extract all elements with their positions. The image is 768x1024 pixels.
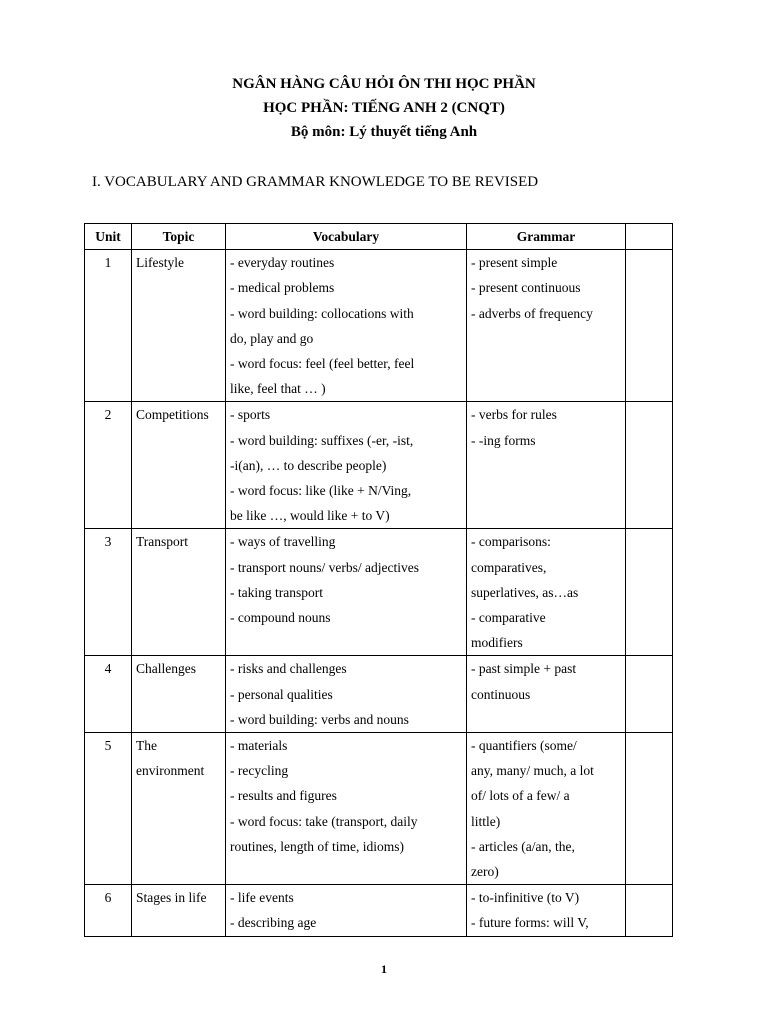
blank-cell (626, 885, 673, 936)
vocabulary-item: - everyday routines (230, 255, 335, 271)
document-header (0, 72, 768, 144)
section-title: I. VOCABULARY AND GRAMMAR KNOWLEDGE TO BE REVISED (92, 174, 539, 190)
unit-cell: 5 (85, 733, 132, 885)
vocabulary-item: do, play and go (230, 330, 314, 346)
table-header-row (85, 224, 673, 250)
grammar-item: - adverbs of frequency (471, 305, 593, 321)
unit-cell: 6 (85, 885, 132, 936)
column-header-vocabulary: Vocabulary (226, 224, 467, 250)
page-number: 1 (381, 962, 387, 976)
vocabulary-item: - taking transport (230, 584, 323, 600)
grammar-cell (467, 733, 626, 885)
grammar-cell (467, 250, 626, 402)
blank-cell (626, 250, 673, 402)
grammar-item: - articles (a/an, the, (471, 838, 575, 854)
table-row (85, 402, 673, 529)
header-title: NGÂN HÀNG CÂU HỎI ÔN THI HỌC PHẦN (232, 76, 536, 92)
header-department: Bộ môn: Lý thuyết tiếng Anh (290, 124, 478, 140)
vocabulary-item: - transport nouns/ verbs/ adjectives (230, 559, 419, 575)
grammar-item: superlatives, as…as (471, 584, 579, 600)
grammar-item: - comparative (471, 610, 546, 626)
vocabulary-item: - risks and challenges (230, 661, 347, 677)
topic-cell: The environment (132, 733, 226, 885)
vocabulary-item: - recycling (230, 763, 289, 779)
vocabulary-item: -i(an), … to describe people) (230, 457, 387, 473)
vocabulary-cell (226, 733, 467, 885)
grammar-cell (467, 656, 626, 733)
grammar-item: - future forms: will V, (471, 915, 589, 931)
grammar-cell (467, 402, 626, 529)
vocabulary-item: like, feel that … ) (230, 381, 326, 397)
vocabulary-cell (226, 250, 467, 402)
grammar-item: of/ lots of a few/ a (471, 788, 570, 804)
column-header-unit: Unit (85, 224, 132, 250)
vocabulary-cell (226, 402, 467, 529)
grammar-item: - -ing forms (471, 432, 536, 448)
topic-cell: Transport (132, 529, 226, 656)
column-header-topic: Topic (132, 224, 226, 250)
grammar-item: any, many/ much, a lot (471, 763, 594, 779)
vocabulary-item: - word focus: like (like + N/Ving, (230, 483, 412, 499)
vocabulary-item: - ways of travelling (230, 534, 336, 550)
vocabulary-item: - word focus: feel (feel better, feel (230, 356, 415, 372)
topic-cell: Lifestyle (132, 250, 226, 402)
grammar-item: - past simple + past (471, 661, 577, 677)
blank-cell (626, 402, 673, 529)
vocabulary-item: - personal qualities (230, 686, 333, 702)
grammar-item: - to-infinitive (to V) (471, 890, 580, 906)
vocabulary-item: - word building: suffixes (-er, -ist, (230, 432, 414, 448)
vocabulary-item: - sports (230, 407, 271, 423)
topic-cell: Challenges (132, 656, 226, 733)
grammar-item: - comparisons: (471, 534, 551, 550)
topic-cell: Stages in life (132, 885, 226, 936)
grammar-item: continuous (471, 686, 531, 702)
blank-cell (626, 733, 673, 885)
grammar-item: - present continuous (471, 280, 581, 296)
vocabulary-item: - word focus: take (transport, daily (230, 813, 418, 829)
vocabulary-cell (226, 885, 467, 936)
blank-cell (626, 656, 673, 733)
vocabulary-item: - life events (230, 890, 294, 906)
vocabulary-item: - word building: verbs and nouns (230, 711, 409, 727)
vocabulary-item: - medical problems (230, 280, 335, 296)
table-row (85, 885, 673, 936)
vocabulary-cell (226, 656, 467, 733)
column-header-grammar: Grammar (467, 224, 626, 250)
grammar-item: - present simple (471, 255, 558, 271)
header-course: HỌC PHẦN: TIẾNG ANH 2 (CNQT) (263, 100, 505, 116)
unit-cell: 2 (85, 402, 132, 529)
vocabulary-item: - describing age (230, 915, 317, 931)
grammar-cell (467, 529, 626, 656)
topic-cell: Competitions (132, 402, 226, 529)
unit-cell: 4 (85, 656, 132, 733)
table-row (85, 656, 673, 733)
vocabulary-cell (226, 529, 467, 656)
table-row (85, 733, 673, 885)
vocabulary-item: be like …, would like + to V) (230, 508, 390, 524)
table-row (85, 250, 673, 402)
grammar-item: zero) (471, 864, 499, 880)
unit-cell: 1 (85, 250, 132, 402)
grammar-item: little) (471, 813, 501, 829)
vocabulary-grammar-table (84, 223, 673, 937)
vocabulary-item: - word building: collocations with (230, 305, 414, 321)
grammar-cell (467, 885, 626, 936)
vocabulary-item: - results and figures (230, 788, 337, 804)
unit-cell: 3 (85, 529, 132, 656)
blank-cell (626, 529, 673, 656)
grammar-item: - verbs for rules (471, 407, 557, 423)
grammar-item: modifiers (471, 635, 523, 651)
vocabulary-item: routines, length of time, idioms) (230, 838, 404, 854)
table-row (85, 529, 673, 656)
vocabulary-item: - materials (230, 738, 288, 754)
grammar-item: comparatives, (471, 559, 547, 575)
grammar-item: - quantifiers (some/ (471, 738, 577, 754)
vocabulary-item: - compound nouns (230, 610, 331, 626)
column-header-blank (626, 224, 673, 250)
